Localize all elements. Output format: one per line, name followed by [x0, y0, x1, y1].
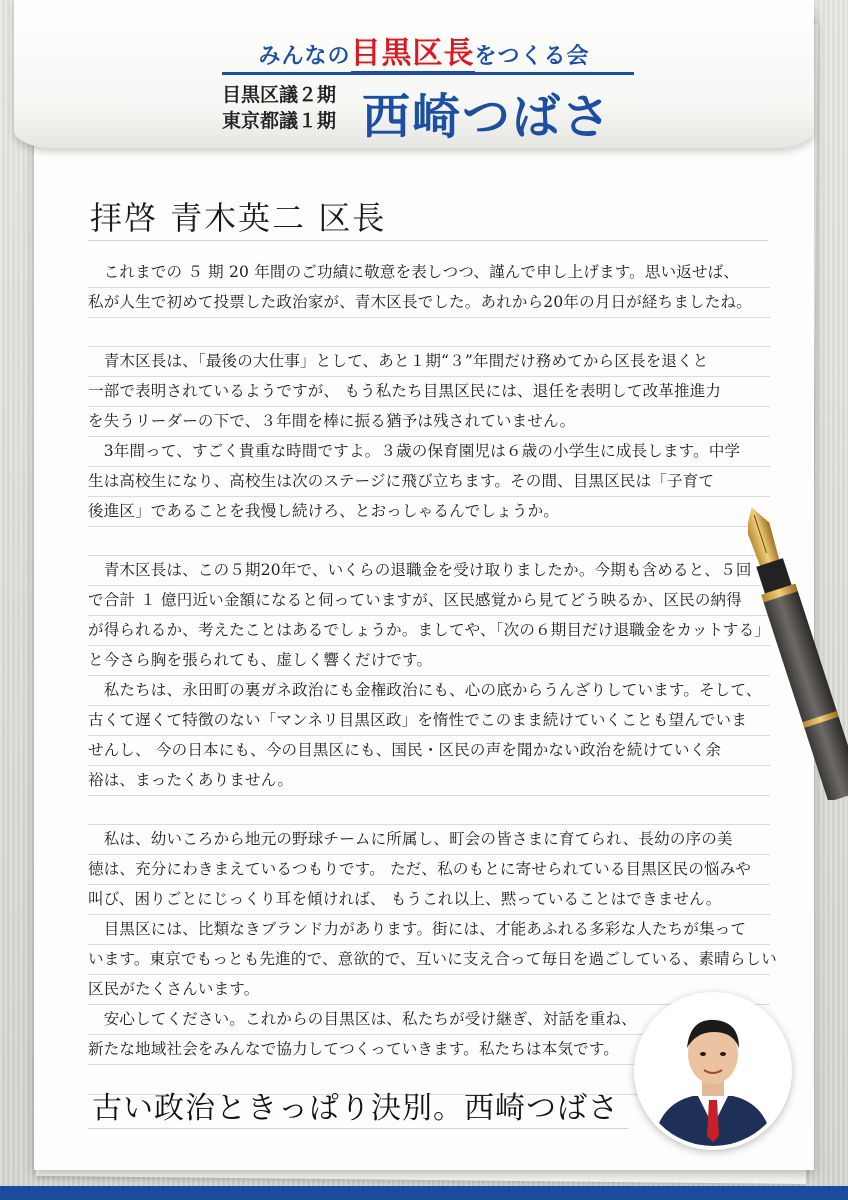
letter-line: 3年間って、すごく貴重な時間ですよ。３歳の保育園児は６歳の小学生に成長します。中学: [88, 437, 770, 467]
candidate-portrait-icon: [638, 996, 788, 1146]
paragraph-gap: [88, 527, 770, 556]
letter-line: これまでの ５ 期 20 年間のご功績に敬意を表しつつ、謹んで申し上げます。思い返せば、: [88, 258, 770, 288]
letter-line: が得られるか、考えたことはあるでしょうか。ましてや、「次の６期目だけ退職金をカットする」: [88, 616, 770, 646]
letter-line: 青木区長は、「最後の大仕事」として、あと１期“３”年間だけ務めてから区長を退くと: [88, 347, 770, 377]
role-line-2: 東京都議１期: [222, 110, 337, 132]
paragraph-1: [88, 258, 770, 318]
letter-line: で合計 １ 億円近い金額になると伺っていますが、区民感覚から見てどう映るか、区民の納得: [88, 586, 770, 616]
letter-line: 新たな地域社会をみんなで協力してつくっていきます。私たちは本気です。: [88, 1035, 770, 1065]
campaign-title: [0, 28, 848, 72]
letter-line: 後進区」であることを我慢し続けろ、とおっしゃるんでしょうか。: [88, 497, 770, 527]
letter-line: を失うリーダーの下で、３年間を棒に振る猶予は残されていません。: [88, 407, 770, 437]
title-part3: をつくる会: [474, 44, 590, 69]
fountain-pen-icon: [748, 500, 848, 800]
paragraph-2: [88, 347, 770, 527]
candidate-photo: [634, 992, 792, 1150]
title-underline: [222, 72, 634, 75]
letter-line: 古くて遅くて特徴のない「マンネリ目黒区政」を惰性でこのまま続けていくことも望んでいま: [88, 706, 770, 736]
salutation: 拝啓 青木英二 区長: [90, 199, 387, 237]
letter-line: 区民がたくさんいます。: [88, 975, 770, 1005]
letter-line: 一部で表明されているようですが、 もう私たち目黒区民には、退任を表明して改革推進力: [88, 377, 770, 407]
candidate-roles: [222, 82, 336, 134]
letter-line: 徳は、充分にわきまえているつもりです。 ただ、私のもとに寄せられている目黒区民の悩みや: [88, 855, 770, 885]
letter-line: 裕は、まったくありません。: [88, 766, 770, 796]
letter-line: 私は、幼いころから地元の野球チームに所属し、町会の皆さまに育てられ、長幼の序の美: [88, 825, 770, 855]
letter-line: 私たちは、永田町の裏ガネ政治にも金権政治にも、心の底からうんざりしています。そして、: [88, 676, 770, 706]
letter-line: 生は高校生になり、高校生は次のステージに飛び立ちます。その間、目黒区民は「子育て: [88, 467, 770, 497]
letter-body: [88, 258, 777, 1095]
letter-line: 目黒区には、比類なきブランド力があります。街には、才能あふれる多彩な人たちが集って: [88, 915, 770, 945]
letter-line: と今さら胸を張られても、虚しく響くだけです。: [88, 646, 770, 676]
letter-line: います。東京でもっとも先進的で、意欲的で、互いに支え合って毎日を過ごしている、素晴らしい: [88, 945, 770, 975]
letter-line: 青木区長は、この５期20年で、いくらの退職金を受け取りましたか。今期も含めると、５回: [88, 556, 770, 586]
slogan: 古い政治ときっぱり決別。西崎つばさ: [92, 1091, 619, 1126]
letter-line: せんし、 今の日本にも、今の目黒区にも、国民・区民の声を聞かない政治を続けていく余: [88, 736, 770, 766]
bottom-brand-bar: [0, 1186, 848, 1200]
title-part2: 目黒区長: [351, 36, 475, 74]
paragraph-3: [88, 556, 770, 796]
letter-line: 叫び、困りごとにじっくり耳を傾ければ、 もうこれ以上、黙っていることはできません。: [88, 885, 770, 915]
paragraph-gap: [88, 318, 770, 347]
letter-line: 安心してください。これからの目黒区は、私たちが受け継ぎ、対話を重ね、: [88, 1005, 770, 1035]
paragraph-gap: [88, 796, 770, 825]
title-part1: みんなの: [258, 44, 351, 69]
ruled-line: [88, 240, 768, 241]
role-line-1: 目黒区議２期: [222, 84, 337, 106]
ruled-line: [88, 1128, 628, 1129]
letter-line: 私が人生で初めて投票した政治家が、青木区長でした。あれから20年の月日が経ちましたね。: [88, 288, 770, 318]
candidate-name: 西崎つばさ: [362, 89, 613, 145]
